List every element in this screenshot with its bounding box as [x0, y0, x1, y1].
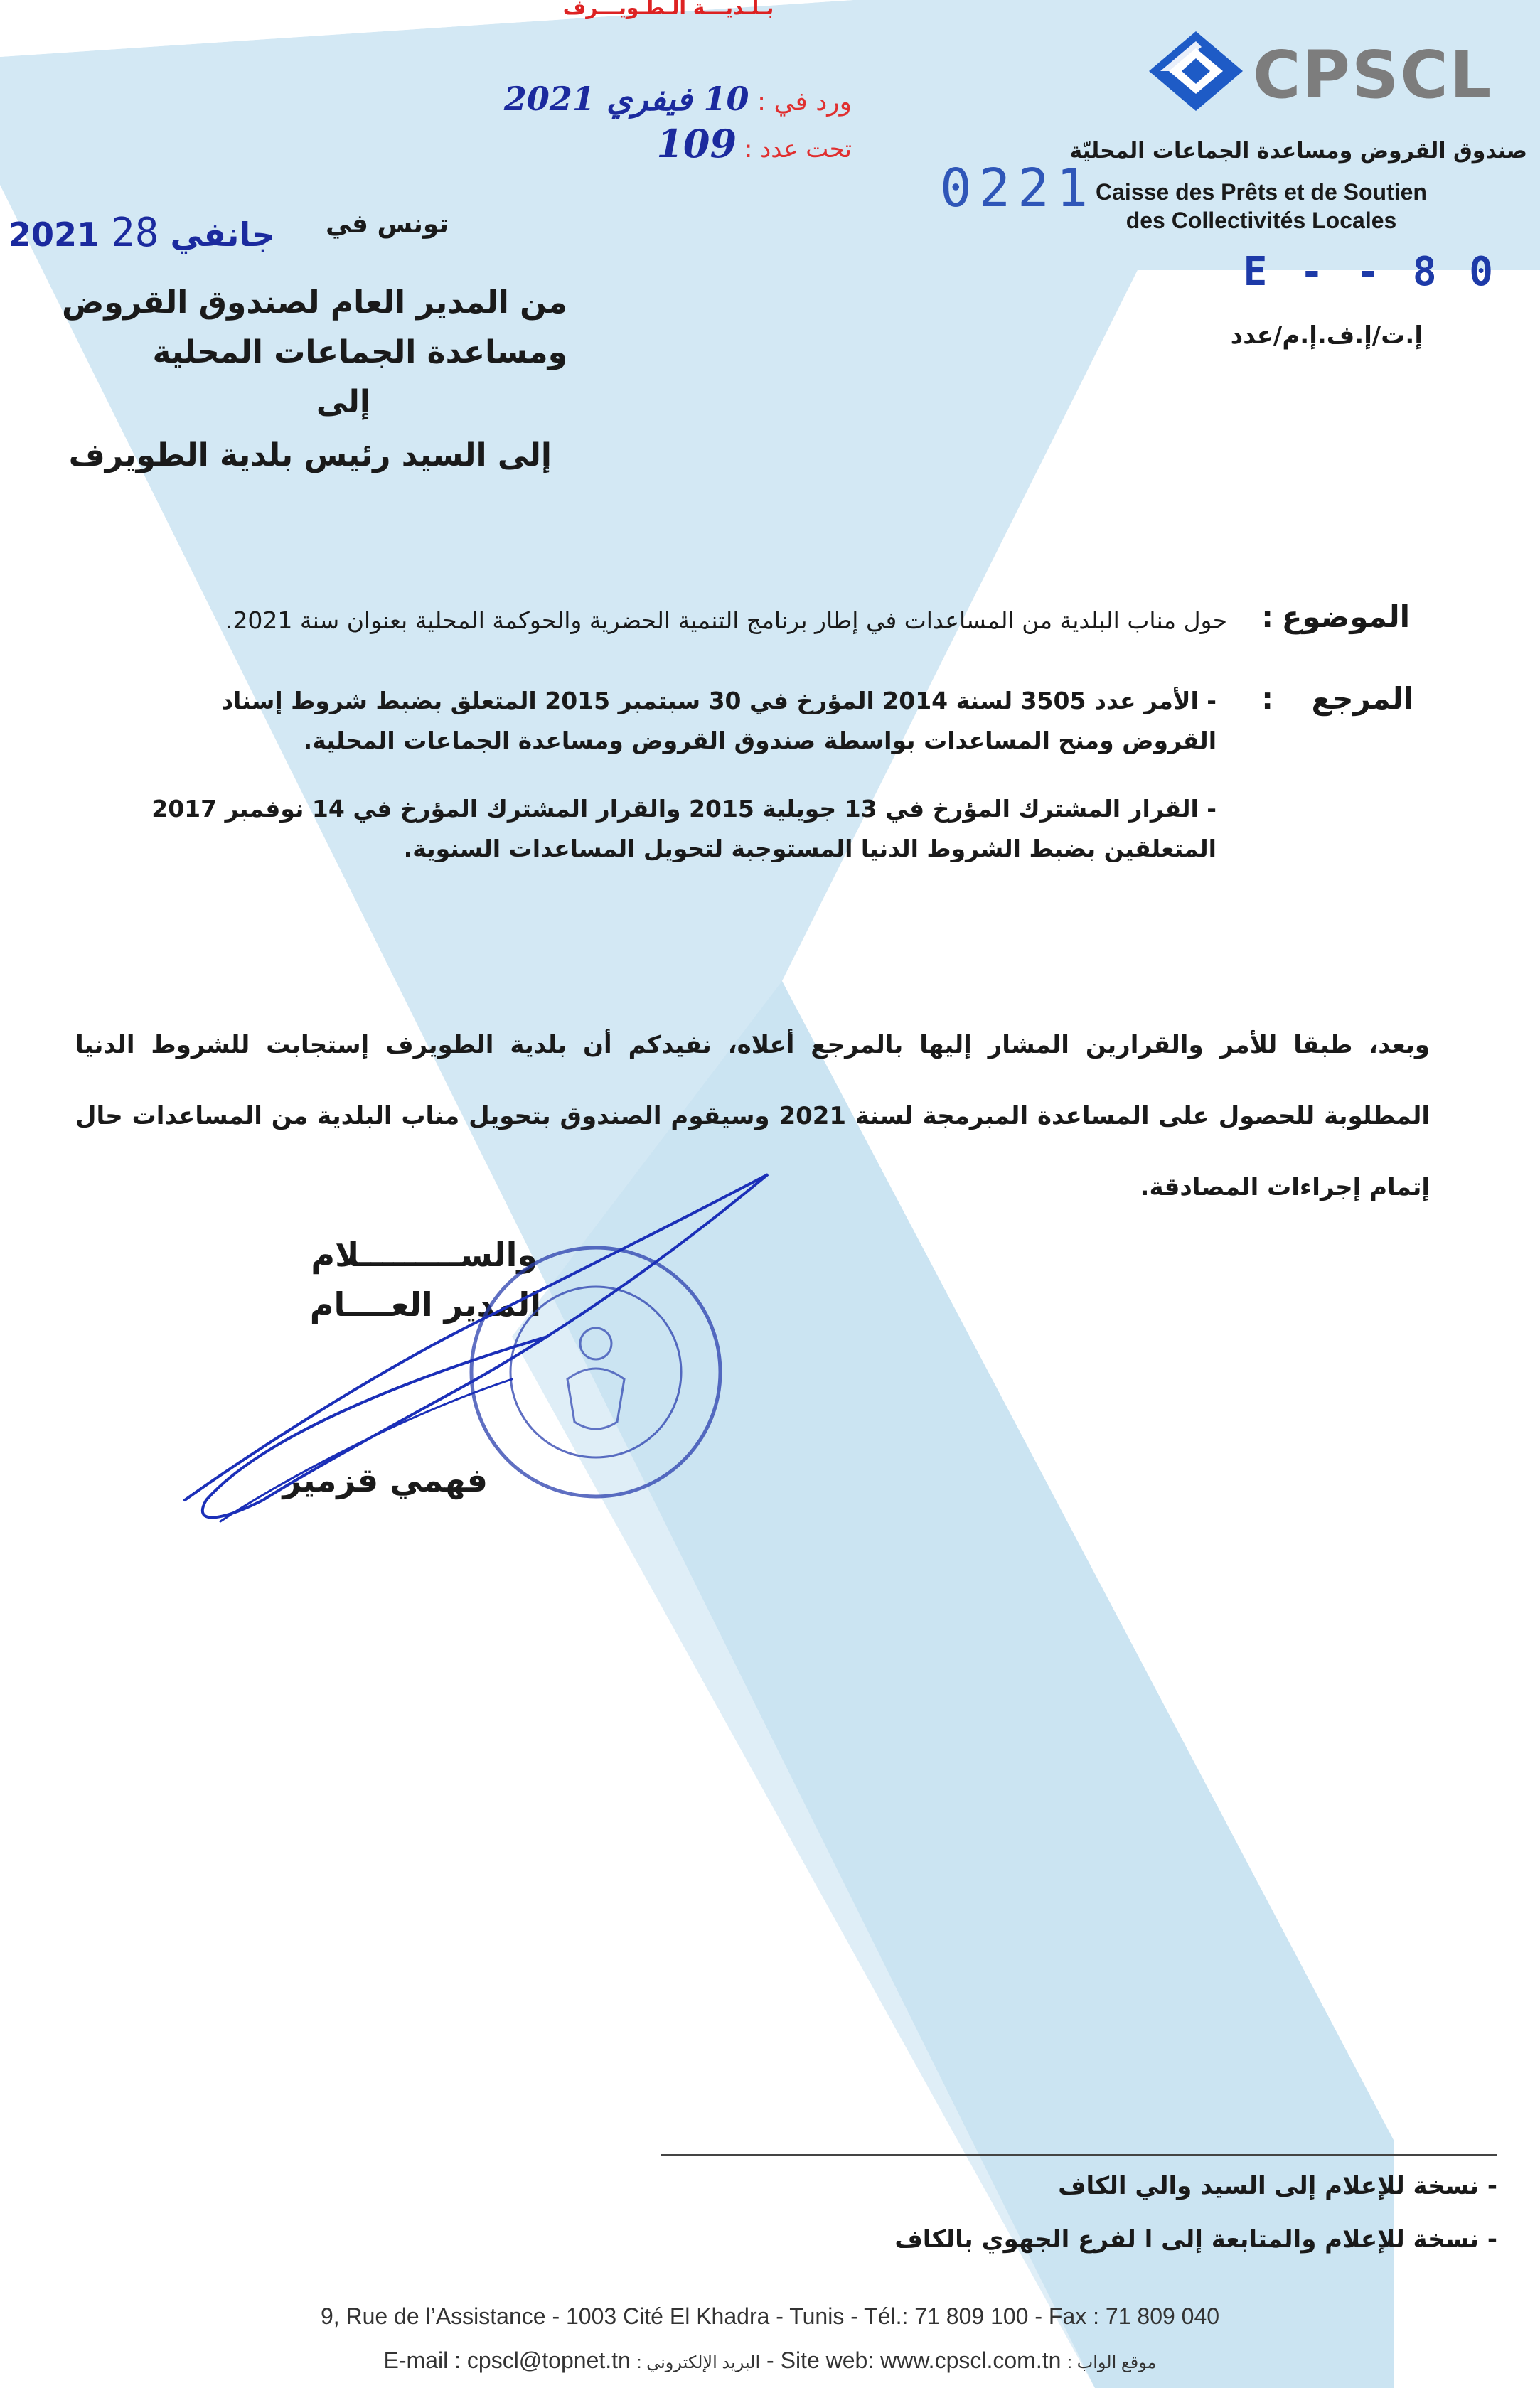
- municipality-stamp-header: بـلـديـــة الـطـويـــرف: [562, 0, 774, 19]
- footer-address: 9, Rue de l’Assistance - 1003 Cité El Khadra - Tunis - Tél.: 71 809 100 - Fax : 71 809 040: [320, 2303, 1220, 2329]
- received-label: ورد في :: [756, 87, 852, 117]
- footer-email[interactable]: cpscl@topnet.tn: [466, 2347, 631, 2373]
- org-name-french-line1: Caisse des Prêts et de Soutien: [1096, 179, 1427, 205]
- received-stamp: [504, 80, 852, 118]
- reference-item: - الأمر عدد 3505 لسنة 2014 المؤرخ في 30 سبتمبر 2015 المتعلق بضبط شروط إسناد القروض ومنح المساعدات بواسطة صندوق القروض ومساعدة الجماعات المحلية.: [221, 687, 1217, 754]
- org-name-french-line2: des Collectivités Locales: [1125, 208, 1397, 233]
- addressee: إلى السيد رئيس بلدية الطويرف: [68, 437, 552, 473]
- brand-name: CPSCL: [1253, 37, 1493, 113]
- references-colon: :: [1261, 681, 1273, 716]
- references-label: المرجع: [1311, 681, 1413, 716]
- footer-site-label-arabic: : موقع الواب: [1067, 2353, 1157, 2372]
- footer-email-label: E-mail :: [383, 2347, 461, 2373]
- signatory-name: فهمي قزمير: [282, 1461, 488, 1499]
- reference-code: E - - 8 0: [1243, 249, 1497, 295]
- reference-label: إ.ت/إ.ف.إ.م/عدد: [1230, 321, 1423, 350]
- cpscl-logo-icon: [1146, 28, 1246, 114]
- copy-recipient: - نسخة للإعلام والمتابعة إلى ا لفرع الجهوي بالكاف: [894, 2225, 1497, 2254]
- under-number-stamp: [656, 121, 852, 166]
- copy-recipient: - نسخة للإعلام إلى السيد والي الكاف: [1058, 2172, 1497, 2200]
- handwritten-signature: [178, 1166, 782, 1536]
- date-day: 28: [111, 210, 159, 256]
- subject-label: الموضوع: [1281, 599, 1410, 634]
- footer-site-label: - Site web:: [766, 2347, 875, 2373]
- reference-item: - القرار المشترك المؤرخ في 13 جويلية 2015 والقرار المشترك المؤرخ في 14 نوفمبر 2017 المتعلقين بضبط الشروط الدنيا المستوجبة لتحويل المساعدات السنوية.: [151, 795, 1217, 862]
- under-number-label: تحت عدد :: [744, 135, 852, 164]
- place-label: تونس في: [325, 210, 449, 239]
- org-name-french: [1048, 178, 1475, 235]
- to-label: إلى: [316, 384, 370, 420]
- under-number-handwritten: 109: [656, 121, 737, 166]
- org-name-arabic: صندوق القروض ومساعدة الجماعات المحليّة: [1069, 139, 1527, 164]
- registration-number-stamp: 0221: [940, 158, 1096, 219]
- date-stamp: [9, 210, 275, 256]
- sender-line-1: من المدير العام لصندوق القروض: [62, 284, 567, 321]
- subject-text: حول مناب البلدية من المساعدات في إطار برنامج التنمية الحضرية والحوكمة المحلية بعنوان سنة 2021.: [225, 606, 1227, 634]
- footer-website[interactable]: www.cpscl.com.tn: [880, 2347, 1062, 2373]
- sender-line-2: ومساعدة الجماعات المحلية: [152, 334, 567, 370]
- copies-divider: [661, 2154, 1497, 2156]
- subject-colon: :: [1261, 599, 1273, 634]
- footer-email-label-arabic: : البريد الإلكتروني: [636, 2353, 761, 2372]
- received-date-handwritten: 10 فيفري 2021: [503, 80, 749, 118]
- date-year: 2021: [9, 215, 100, 254]
- footer-contact: [0, 2347, 1540, 2374]
- signatory-title: المدير العــــام: [309, 1285, 541, 1324]
- body-paragraph: وبعد، طبقا للأمر والقرارين المشار إليها بالمرجع أعلاه، نفيدكم أن بلدية الطويرف إستجابت للشروط الدنيا المطلوبة للحصول على المساعدة المبرمجة لسنة 2021 وسيقوم الصندوق بتحويل مناب البلدية من المساعدات حال إتمام إجراءات المصادقة.: [75, 1031, 1430, 1201]
- closing-salutation: والســـــــــلام: [311, 1236, 538, 1274]
- cpscl-logo: [1146, 28, 1502, 114]
- date-month: جانفي: [170, 215, 275, 254]
